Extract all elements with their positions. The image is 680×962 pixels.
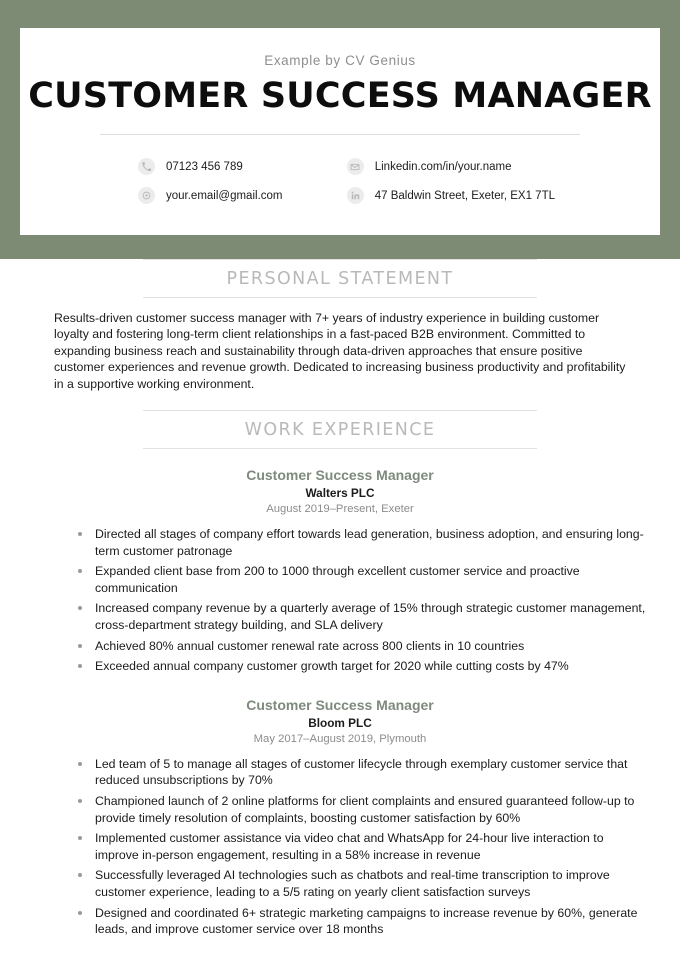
section-title-work-experience: WORK EXPERIENCE <box>244 420 436 441</box>
list-item: Directed all stages of company effort towards lead generation, business adoption, and ensuring long-term customer patronage <box>78 526 648 559</box>
list-item: Designed and coordinated 6+ strategic marketing campaigns to increase revenue by 60%, generate leads, and improve customer service over 18 months <box>78 905 648 938</box>
job-bullet-list <box>0 526 680 675</box>
list-item: Successfully leveraged AI technologies such as chatbots and real-time transcription to improve customer experience, leading to a 5/5 rating on yearly client satisfaction surveys <box>78 867 648 900</box>
header-white-card <box>20 28 660 235</box>
contact-text-address: 47 Baldwin Street, Exeter, EX1 7TL <box>374 189 555 202</box>
page-title: CUSTOMER SUCCESS MANAGER <box>28 76 652 116</box>
contact-row-address[interactable] <box>347 181 555 210</box>
contact-text-phone: 07123 456 789 <box>166 160 243 173</box>
contact-text-email: your.email@gmail.com <box>166 189 283 202</box>
personal-statement-text: Results-driven customer success manager with 7+ years of industry experience in building customer loyalty and fostering long-term client relationships in a fast-paced B2B environment. Committed to expanding business reach and sustainability through data-driven approaches that ensure positive customer experiences and revenue growth. Dedicated to increasing business productivity and profitability in a supportive working environment. <box>54 311 626 391</box>
job-header <box>0 679 680 747</box>
section-work-experience <box>0 410 680 938</box>
job-title: Customer Success Manager <box>246 467 434 484</box>
linkedin-icon <box>347 187 364 204</box>
list-item: Expanded client base from 200 to 1000 through excellent customer service and proactive communication <box>78 563 648 596</box>
list-item: Implemented customer assistance via video chat and WhatsApp for 24-hour live interaction to improve in-person engagement, resulting in a 58% increase in revenue <box>78 830 648 863</box>
job-bullet-list <box>0 756 680 938</box>
job-entry <box>0 449 680 675</box>
phone-icon <box>138 158 155 175</box>
job-entry <box>0 679 680 938</box>
contact-text-linkedin: Linkedin.com/in/your.name <box>374 160 512 173</box>
list-item: Increased company revenue by a quarterly average of 15% through strategic customer management, cross-department strategy building, and SLA delivery <box>78 600 648 633</box>
section-head-personal-statement <box>143 259 537 298</box>
envelope-icon <box>347 158 364 175</box>
section-personal-statement <box>0 259 680 392</box>
header-green-band <box>0 0 680 259</box>
job-dates-location: May 2017–August 2019, Plymouth <box>253 732 427 745</box>
resume-body <box>0 259 680 942</box>
contact-row-email[interactable] <box>138 181 315 210</box>
list-item: Championed launch of 2 online platforms for client complaints and ensured guaranteed follow-up to provide timely resolution of complaints, boosting customer satisfaction by 60% <box>78 793 648 826</box>
contact-row-linkedin[interactable] <box>347 152 555 181</box>
job-title: Customer Success Manager <box>246 696 434 713</box>
job-header <box>0 449 680 517</box>
section-head-work-experience <box>143 410 537 449</box>
list-item: Led team of 5 to manage all stages of customer lifecycle through exemplary customer service that reduced unsubscriptions by 70% <box>78 756 648 789</box>
contact-column-right <box>315 152 555 210</box>
contact-row-phone[interactable] <box>138 152 315 181</box>
header-divider <box>100 134 580 135</box>
job-company: Bloom PLC <box>308 715 372 730</box>
section-title-personal-statement: PERSONAL STATEMENT <box>226 269 454 289</box>
location-pin-icon <box>138 187 155 204</box>
list-item: Exceeded annual company customer growth target for 2020 while cutting costs by 47% <box>78 658 648 675</box>
list-item: Achieved 80% annual customer renewal rate across 800 clients in 10 countries <box>78 638 648 655</box>
contact-column-left <box>138 152 315 210</box>
byline: Example by CV Genius <box>264 53 416 68</box>
job-company: Walters PLC <box>305 486 375 501</box>
job-dates-location: August 2019–Present, Exeter <box>266 503 414 516</box>
contact-block <box>20 152 660 210</box>
